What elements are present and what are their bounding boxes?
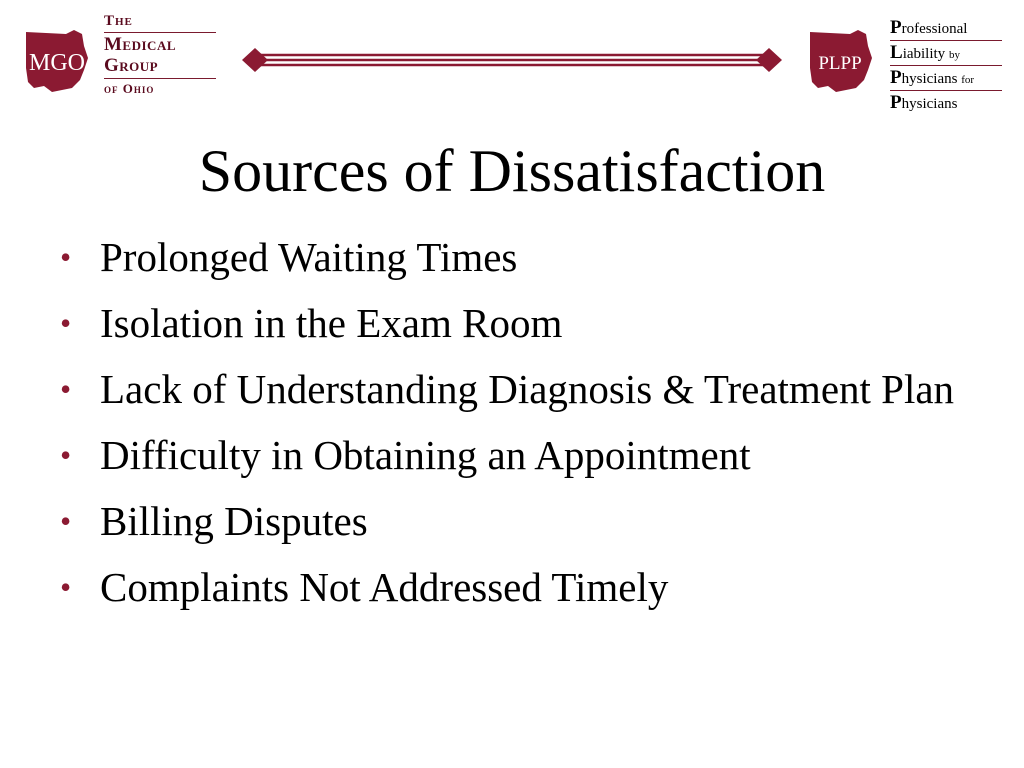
slide-title: Sources of Dissatisfaction xyxy=(198,138,826,204)
plpp-row-liability: Liability by xyxy=(890,41,1002,66)
bullet-list xyxy=(60,230,990,626)
plpp-ohio-logo-icon xyxy=(806,28,876,96)
bullet-icon: • xyxy=(60,569,72,605)
bullet-text: Billing Disputes xyxy=(100,498,368,544)
mgo-medical: Medical xyxy=(104,34,176,55)
plpp-row-professional: Professional xyxy=(890,16,1002,41)
bullet-icon: • xyxy=(60,371,72,407)
bullet-item xyxy=(60,560,990,614)
mgo-ohio-logo-icon xyxy=(22,28,92,96)
plpp-row-physicians: Physicians for xyxy=(890,66,1002,91)
bullet-text: Lack of Understanding Diagnosis & Treatment Plan xyxy=(100,366,955,412)
bullet-item xyxy=(60,296,990,350)
bullet-icon: • xyxy=(60,437,72,473)
bullet-icon: • xyxy=(60,239,72,275)
bullet-text: Isolation in the Exam Room xyxy=(100,300,563,346)
left-diamond-icon xyxy=(242,48,268,72)
bullet-item xyxy=(60,428,990,482)
bullet-icon: • xyxy=(60,503,72,539)
mgo-of-ohio: of Ohio xyxy=(104,81,155,96)
right-diamond-icon xyxy=(756,48,782,72)
bullet-item xyxy=(60,494,990,548)
header-rule-divider xyxy=(240,44,784,74)
bullet-item xyxy=(60,230,990,284)
bullet-item xyxy=(60,362,990,416)
mgo-group: Group xyxy=(104,56,216,79)
mgo-monogram: MGO xyxy=(28,50,86,76)
bullet-text: Complaints Not Addressed Timely xyxy=(100,564,669,610)
mgo-wordmark xyxy=(104,14,216,95)
bullet-text: Prolonged Waiting Times xyxy=(100,234,518,280)
plpp-wordmark xyxy=(890,16,1002,115)
plpp-monogram: PLPP xyxy=(818,53,862,74)
plpp-row-physicians-2: Physicians xyxy=(890,92,958,113)
bullet-text: Difficulty in Obtaining an Appointment xyxy=(100,432,751,478)
mgo-the: The xyxy=(104,14,216,33)
bullet-icon: • xyxy=(60,305,72,341)
